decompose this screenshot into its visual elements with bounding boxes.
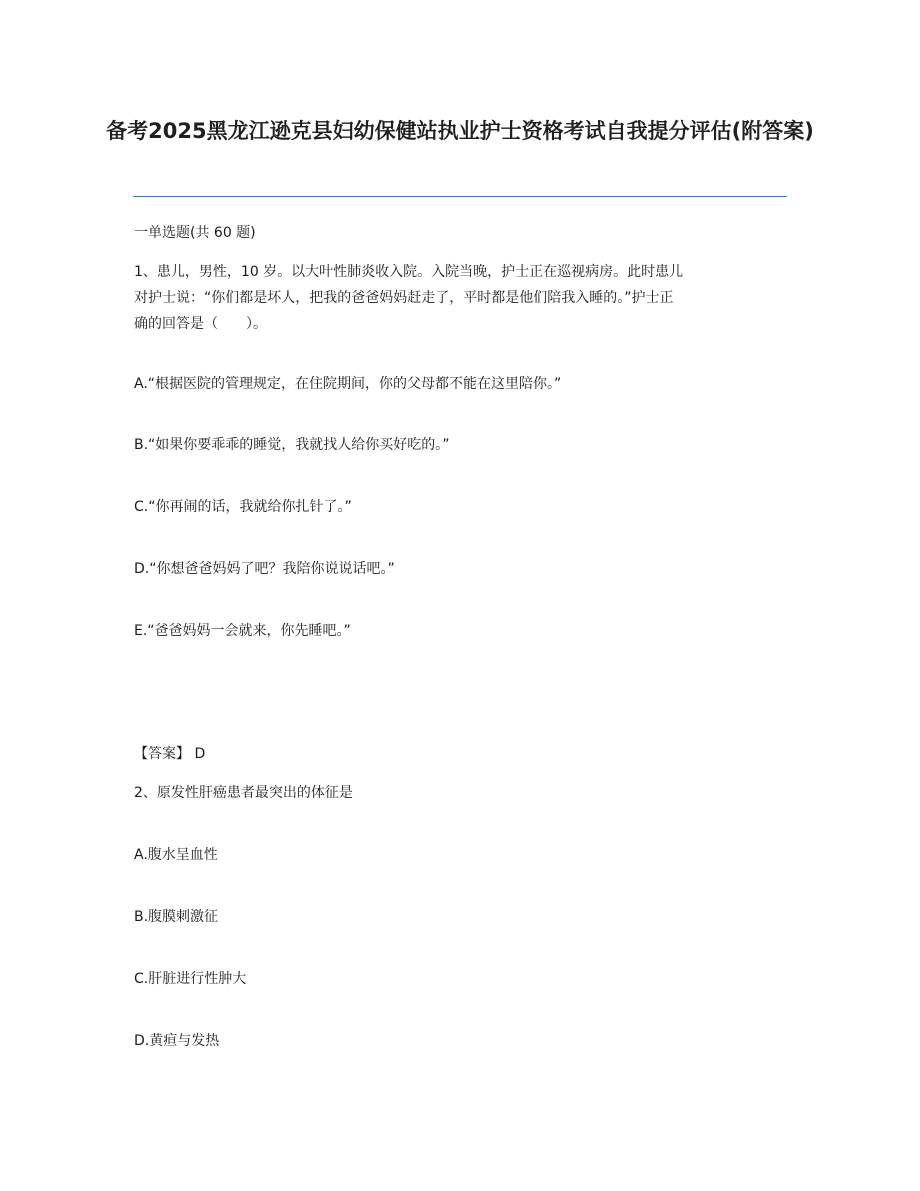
question-1-answer: 【答案】 D	[134, 746, 206, 762]
question-2-option-a: A.腹水呈血性	[134, 847, 218, 863]
question-2-option-c: C.肝脏进行性肿大	[134, 971, 247, 987]
question-1-option-e: E.“爸爸妈妈一会就来，你先睡吧。”	[134, 623, 351, 639]
question-1-option-d: D.“你想爸爸妈妈了吧？我陪你说说话吧。”	[134, 561, 395, 577]
question-1-option-c: C.“你再闹的话，我就给你扎针了。”	[134, 499, 352, 515]
section-heading: 一单选题(共 60 题)	[134, 225, 256, 241]
question-1-stem: 1、患儿，男性，10 岁。以大叶性肺炎收入院。入院当晚，护士正在巡视病房。此时患儿 对护士说：“你们都是坏人，把我的爸爸妈妈赶走了，平时都是他们陪我入睡的。”护士正 确的回答是（ ）。	[134, 264, 684, 332]
question-2-stem: 2、原发性肝癌患者最突出的体征是	[134, 785, 353, 801]
question-2-option-d: D.黄疸与发热	[134, 1033, 220, 1049]
document-title: 备考2025黑龙江逊克县妇幼保健站执业护士资格考试自我提分评估(附答案)	[106, 119, 814, 143]
question-1-option-a: A.“根据医院的管理规定，在住院期间，你的父母都不能在这里陪你。”	[134, 376, 562, 392]
question-2-option-b: B.腹膜刺激征	[134, 909, 219, 925]
title-divider	[133, 196, 787, 197]
question-1-option-b: B.“如果你要乖乖的睡觉，我就找人给你买好吃的。”	[134, 437, 450, 453]
